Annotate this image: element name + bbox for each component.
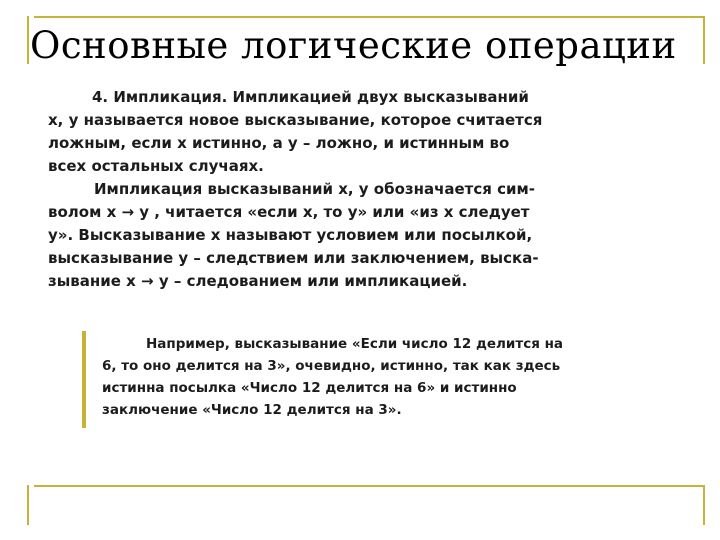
example-accent-bar — [82, 331, 86, 428]
example-paragraph — [102, 333, 642, 421]
frame-top-line — [34, 16, 704, 18]
slide-title: Основные логические операции — [30, 24, 677, 67]
frame-right-line — [703, 16, 705, 64]
definition-line: ложным, если x истинно, а y – ложно, и истинным во — [48, 134, 510, 152]
frame-left-line — [27, 16, 29, 64]
example-line: заключение «Число 12 делится на 3». — [102, 402, 402, 418]
definition-line: всех остальных случаях. — [48, 157, 264, 175]
example-line: Например, высказывание «Если число 12 делится на — [146, 336, 564, 352]
definition-line: y». Высказывание x называют условием или посылкой, — [48, 226, 533, 244]
definition-paragraph — [48, 86, 613, 293]
example-line: 6, то оно делится на 3», очевидно, истинно, так как здесь — [102, 358, 561, 374]
definition-line: x, y называется новое высказывание, которое считается — [48, 111, 543, 129]
definition-line: Импликация высказываний x, y обозначается сим- — [94, 180, 536, 198]
definition-line: высказывание y – следствием или заключением, выска- — [48, 249, 539, 267]
frame-bottom-right-line — [703, 485, 705, 525]
frame-bottom-line — [34, 485, 704, 487]
definition-line: волом x → y , читается «если x, то y» или «из x следует — [48, 203, 530, 221]
example-line: истинна посылка «Число 12 делится на 6» и истинно — [102, 380, 517, 396]
definition-line: зывание x → y – следованием или импликацией. — [48, 272, 468, 290]
definition-line: 4. Импликация. Импликацией двух высказываний — [92, 88, 529, 106]
frame-bottom-left-line — [27, 485, 29, 525]
